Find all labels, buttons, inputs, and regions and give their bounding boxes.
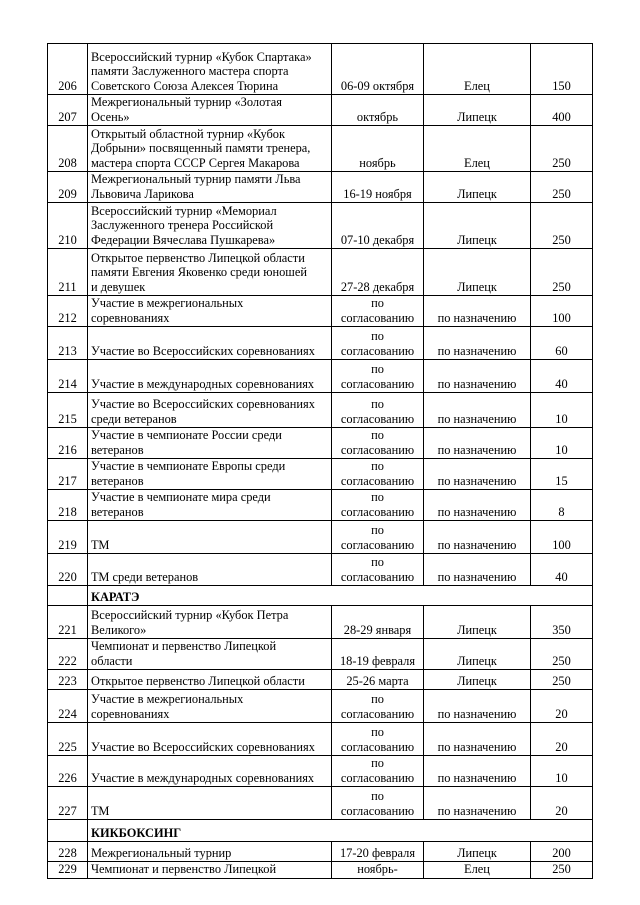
row-number: 214	[48, 360, 88, 393]
section-header-row	[48, 586, 593, 606]
event-name-line: Чемпионат и первенство Липецкой	[91, 639, 277, 653]
event-date	[332, 787, 424, 820]
event-name	[88, 690, 332, 723]
event-name	[88, 862, 332, 879]
event-date-line: по	[371, 555, 384, 569]
event-name	[88, 327, 332, 360]
row-number: 212	[48, 296, 88, 327]
row-number: 226	[48, 756, 88, 787]
event-date-line: по	[371, 523, 384, 537]
participant-count: 8	[531, 490, 593, 521]
participant-count: 15	[531, 459, 593, 490]
event-name	[88, 723, 332, 756]
event-name-line: Участие в международных соревнованиях	[91, 376, 315, 391]
event-name	[88, 203, 332, 249]
event-date-line: по	[371, 490, 384, 504]
event-name-line: соревнованиях	[91, 310, 170, 325]
row-number: 215	[48, 393, 88, 428]
event-place: по назначению	[424, 787, 531, 820]
event-name-line: ветеранов	[91, 442, 144, 457]
event-date	[332, 521, 424, 554]
event-name-line: Участие в чемпионате России среди	[91, 428, 282, 442]
row-number: 220	[48, 554, 88, 586]
event-date-line: по	[371, 756, 384, 770]
event-name	[88, 360, 332, 393]
row-number: 227	[48, 787, 88, 820]
event-name-line: Участие в чемпионате мира среди	[91, 490, 271, 504]
participant-count: 20	[531, 787, 593, 820]
event-date	[332, 203, 424, 249]
participant-count: 250	[531, 639, 593, 670]
table-row	[48, 756, 593, 787]
event-name-line: Открытое первенство Липецкой области	[91, 673, 305, 688]
event-date-line: согласованию	[340, 376, 415, 391]
event-date-line: согласованию	[340, 504, 415, 519]
event-name-line: мастера спорта СССР Сергея Макарова	[91, 155, 300, 170]
event-place: по назначению	[424, 327, 531, 360]
event-date-line: по	[371, 692, 384, 706]
event-place: Елец	[424, 126, 531, 172]
event-date	[332, 126, 424, 172]
event-name-line: Всероссийский турнир «Мемориал	[91, 203, 277, 218]
event-place: Липецк	[424, 203, 531, 249]
event-name	[88, 756, 332, 787]
event-name-line: ТМ среди ветеранов	[91, 569, 199, 584]
participant-count: 60	[531, 327, 593, 360]
event-date-line: 07-10 декабря	[340, 232, 415, 247]
event-name	[88, 521, 332, 554]
event-date-line: 27-28 декабря	[340, 279, 415, 294]
row-number: 206	[48, 44, 88, 95]
event-name-line: среди ветеранов	[91, 411, 177, 426]
section-number-cell	[48, 820, 88, 842]
table-row	[48, 787, 593, 820]
section-title: КАРАТЭ	[88, 586, 593, 606]
participant-count: 200	[531, 842, 593, 862]
participant-count: 100	[531, 521, 593, 554]
event-place: Липецк	[424, 639, 531, 670]
event-date-line: согласованию	[340, 803, 415, 818]
row-number: 207	[48, 95, 88, 126]
event-place: по назначению	[424, 723, 531, 756]
row-number: 210	[48, 203, 88, 249]
row-number: 211	[48, 249, 88, 296]
event-date-line: по	[371, 428, 384, 442]
event-date-line: согласованию	[340, 537, 415, 552]
event-place: по назначению	[424, 428, 531, 459]
event-name	[88, 172, 332, 203]
event-name-line: памяти Заслуженного мастера спорта	[91, 64, 289, 78]
event-name-line	[91, 725, 328, 740]
event-date-line: согласованию	[340, 473, 415, 488]
table-row	[48, 360, 593, 393]
event-name-line: Добрыни» посвященный памяти тренера,	[91, 141, 311, 155]
event-name-line: Львовича Ларикова	[91, 186, 194, 201]
event-place: по назначению	[424, 360, 531, 393]
event-date	[332, 172, 424, 203]
event-name-line: Участие в межрегиональных	[91, 692, 244, 706]
event-name-line: соревнованиях	[91, 706, 170, 721]
row-number: 213	[48, 327, 88, 360]
event-name-line: Участие в международных соревнованиях	[91, 770, 315, 785]
event-date-line: 16-19 ноября	[343, 186, 412, 201]
table-row	[48, 639, 593, 670]
event-date-line: 06-09 октября	[340, 78, 415, 93]
table-row	[48, 459, 593, 490]
table-row	[48, 723, 593, 756]
participant-count: 250	[531, 203, 593, 249]
event-name-line: ветеранов	[91, 473, 144, 488]
participant-count: 400	[531, 95, 593, 126]
event-name-line: Осень»	[91, 109, 130, 124]
row-number: 223	[48, 670, 88, 690]
event-name	[88, 606, 332, 639]
event-date	[332, 670, 424, 690]
event-date	[332, 459, 424, 490]
event-place: Елец	[424, 862, 531, 879]
event-date-line: согласованию	[340, 411, 415, 426]
event-name	[88, 787, 332, 820]
event-date-line: 25-26 марта	[346, 673, 409, 688]
row-number: 221	[48, 606, 88, 639]
event-name-line: Великого»	[91, 622, 147, 637]
table-row	[48, 126, 593, 172]
event-name-line	[91, 523, 328, 538]
event-name-line: Участие в чемпионате Европы среди	[91, 459, 286, 473]
table-row	[48, 862, 593, 879]
event-date	[332, 606, 424, 639]
table-row	[48, 44, 593, 95]
event-date	[332, 690, 424, 723]
table-row	[48, 172, 593, 203]
event-place: Липецк	[424, 249, 531, 296]
event-place: Липецк	[424, 842, 531, 862]
event-name	[88, 459, 332, 490]
table-row	[48, 327, 593, 360]
table-row	[48, 842, 593, 862]
event-place: по назначению	[424, 554, 531, 586]
event-name-line: Участие во Всероссийских соревнованиях	[91, 397, 315, 411]
table-row	[48, 490, 593, 521]
event-date	[332, 360, 424, 393]
table-row	[48, 95, 593, 126]
participant-count: 150	[531, 44, 593, 95]
event-name-line: Открытый областной турнир «Кубок	[91, 126, 285, 141]
row-number: 216	[48, 428, 88, 459]
participant-count: 40	[531, 554, 593, 586]
event-date-line: по	[371, 789, 384, 803]
event-name-line	[91, 555, 328, 570]
participant-count: 250	[531, 126, 593, 172]
event-name-line: Участие во Всероссийских соревнованиях	[91, 343, 315, 358]
event-date-line: по	[371, 329, 384, 343]
event-place: по назначению	[424, 490, 531, 521]
row-number: 218	[48, 490, 88, 521]
event-name-line: Чемпионат и первенство Липецкой	[91, 862, 277, 876]
event-place: по назначению	[424, 459, 531, 490]
row-number: 208	[48, 126, 88, 172]
event-name	[88, 296, 332, 327]
table-row	[48, 296, 593, 327]
event-name-line: области	[91, 653, 133, 668]
participant-count: 10	[531, 393, 593, 428]
event-date-line: 28-29 января	[343, 622, 412, 637]
event-name-line: Заслуженного тренера Российской	[91, 218, 274, 232]
event-date-line: 18-19 февраля	[339, 653, 416, 668]
event-name-line: Всероссийский турнир «Кубок Петра	[91, 608, 289, 622]
section-number-cell	[48, 586, 88, 606]
event-name	[88, 44, 332, 95]
row-number: 224	[48, 690, 88, 723]
event-date-line: согласованию	[340, 706, 415, 721]
table-row	[48, 249, 593, 296]
event-name-line: ветеранов	[91, 504, 144, 519]
event-name-line: Участие во Всероссийских соревнованиях	[91, 739, 315, 754]
participant-count: 10	[531, 756, 593, 787]
event-date	[332, 44, 424, 95]
row-number: 219	[48, 521, 88, 554]
event-name	[88, 554, 332, 586]
event-date-line: по	[371, 397, 384, 411]
event-place: по назначению	[424, 296, 531, 327]
event-name	[88, 639, 332, 670]
event-date	[332, 95, 424, 126]
event-date	[332, 639, 424, 670]
event-place: Липецк	[424, 606, 531, 639]
event-date	[332, 723, 424, 756]
event-date	[332, 756, 424, 787]
event-date-line: октябрь	[356, 109, 399, 124]
event-name	[88, 428, 332, 459]
event-name-line: Открытое первенство Липецкой области	[91, 250, 305, 265]
row-number: 217	[48, 459, 88, 490]
event-name	[88, 95, 332, 126]
event-date	[332, 842, 424, 862]
event-date	[332, 862, 424, 879]
events-table	[47, 43, 593, 879]
row-number: 209	[48, 172, 88, 203]
section-title: КИКБОКСИНГ	[88, 820, 593, 842]
event-date-line: 17-20 февраля	[339, 845, 416, 860]
event-name	[88, 393, 332, 428]
event-date	[332, 490, 424, 521]
table-row	[48, 203, 593, 249]
event-date	[332, 554, 424, 586]
section-header-row	[48, 820, 593, 842]
event-name-line: Межрегиональный турнир «Золотая	[91, 95, 282, 109]
row-number: 228	[48, 842, 88, 862]
table-row	[48, 393, 593, 428]
event-date	[332, 249, 424, 296]
participant-count: 10	[531, 428, 593, 459]
event-date-line: по	[371, 725, 384, 739]
row-number: 225	[48, 723, 88, 756]
participant-count: 100	[531, 296, 593, 327]
event-date-line: ноябрь	[359, 155, 396, 170]
event-name-line: и девушек	[91, 279, 146, 294]
event-date-line: согласованию	[340, 739, 415, 754]
event-name	[88, 670, 332, 690]
event-name	[88, 126, 332, 172]
event-date-line: согласованию	[340, 343, 415, 358]
participant-count: 250	[531, 249, 593, 296]
event-place: Елец	[424, 44, 531, 95]
table-row	[48, 521, 593, 554]
participant-count: 40	[531, 360, 593, 393]
event-date-line: по	[371, 296, 384, 310]
participant-count: 250	[531, 670, 593, 690]
table-row	[48, 670, 593, 690]
event-place: по назначению	[424, 690, 531, 723]
event-date	[332, 327, 424, 360]
event-name-line	[91, 362, 328, 377]
row-number: 222	[48, 639, 88, 670]
table-row	[48, 606, 593, 639]
table-row	[48, 690, 593, 723]
participant-count: 20	[531, 690, 593, 723]
event-name-line: Межрегиональный турнир	[91, 845, 232, 860]
event-date	[332, 428, 424, 459]
table-row	[48, 428, 593, 459]
event-name	[88, 249, 332, 296]
event-name-line: Всероссийский турнир «Кубок Спартака»	[91, 49, 312, 64]
event-place: по назначению	[424, 521, 531, 554]
event-place: по назначению	[424, 756, 531, 787]
event-name-line: ТМ	[91, 803, 110, 818]
event-name-line: Межрегиональный турнир памяти Льва	[91, 172, 301, 186]
table-row	[48, 554, 593, 586]
event-name-line: Федерации Вячеслава Пушкарева»	[91, 232, 276, 247]
events-table-body	[48, 44, 593, 879]
event-date	[332, 296, 424, 327]
event-place: по назначению	[424, 393, 531, 428]
participant-count: 250	[531, 862, 593, 879]
event-date-line: по	[371, 459, 384, 473]
event-name-line: Советского Союза Алексея Тюрина	[91, 78, 279, 93]
event-name-line: Участие в межрегиональных	[91, 296, 244, 310]
event-date-line: согласованию	[340, 569, 415, 584]
event-name-line	[91, 329, 328, 344]
event-name	[88, 842, 332, 862]
event-date-line: согласованию	[340, 310, 415, 325]
event-date-line: по	[371, 362, 384, 376]
event-place: Липецк	[424, 670, 531, 690]
participant-count: 250	[531, 172, 593, 203]
event-date-line: согласованию	[340, 442, 415, 457]
event-date	[332, 393, 424, 428]
event-date-line: ноябрь-	[357, 862, 398, 876]
event-place: Липецк	[424, 172, 531, 203]
row-number: 229	[48, 862, 88, 879]
event-name-line: памяти Евгения Яковенко среди юношей	[91, 265, 307, 279]
event-date-line: согласованию	[340, 770, 415, 785]
participant-count: 20	[531, 723, 593, 756]
participant-count: 350	[531, 606, 593, 639]
event-place: Липецк	[424, 95, 531, 126]
event-name-line: ТМ	[91, 537, 110, 552]
event-name	[88, 490, 332, 521]
